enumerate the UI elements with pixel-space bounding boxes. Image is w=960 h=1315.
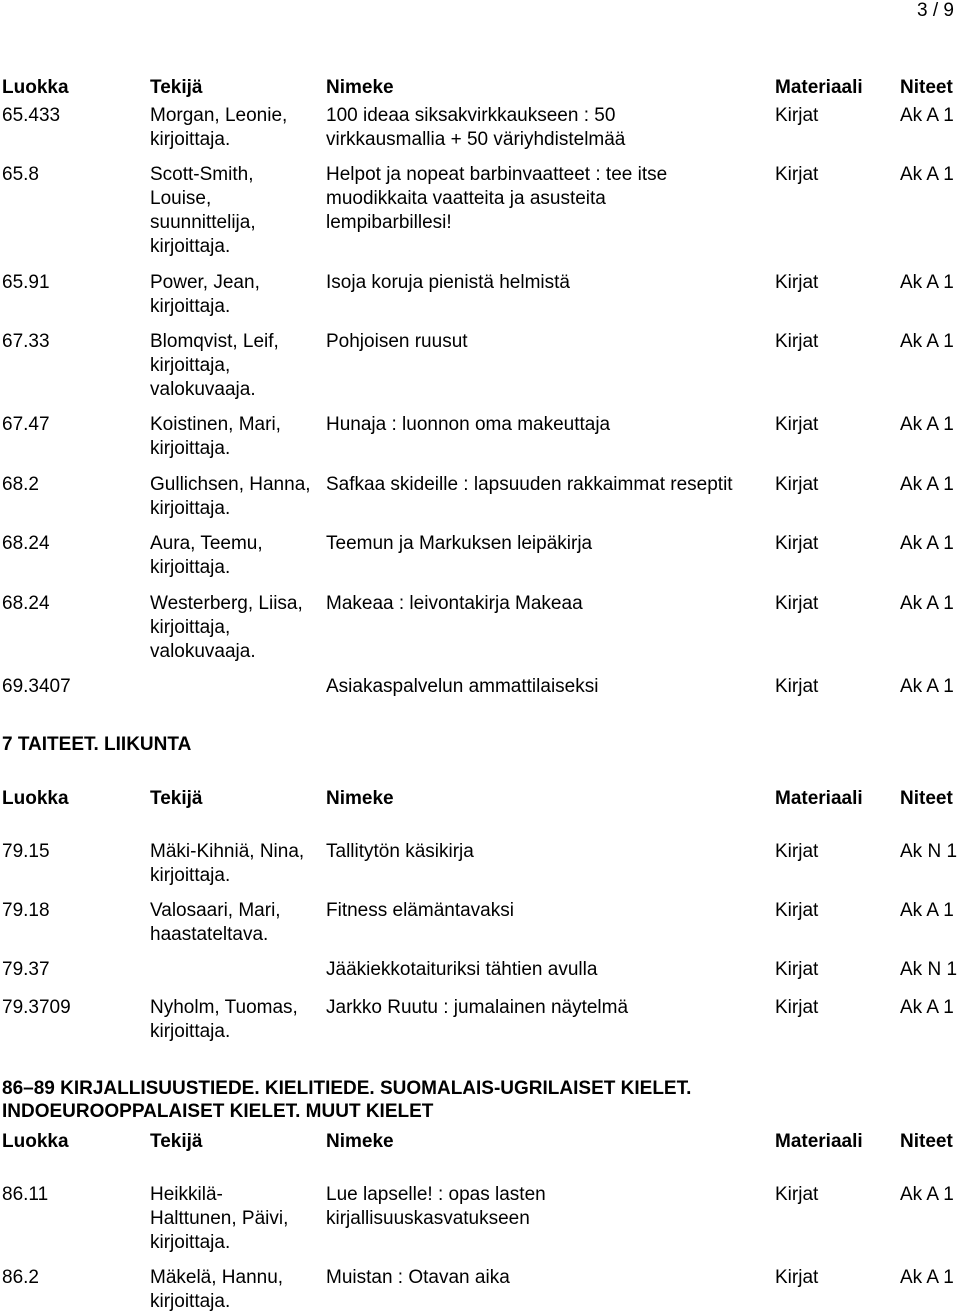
row-niteet: Ak A 1	[900, 414, 954, 435]
row-nimeke: Jarkko Ruutu : jumalainen näytelmä	[326, 997, 629, 1018]
header-materiaali: Materiaali	[775, 1131, 863, 1152]
row-nimeke: Teemun ja Markuksen leipäkirja	[326, 533, 593, 554]
row-materiaali: Kirjat	[775, 676, 819, 697]
row-niteet: Ak A 1	[900, 1184, 954, 1205]
row-nimeke: Jääkiekkotaituriksi tähtien avulla	[326, 959, 598, 980]
row-nimeke: 100 ideaa siksakvirkkaukseen : 50 virkkausmallia + 50 väriyhdistelmää	[326, 105, 626, 150]
row-nimeke: Muistan : Otavan aika	[326, 1267, 510, 1288]
row-niteet: Ak A 1	[900, 593, 954, 614]
row-luokka: 86.2	[2, 1267, 39, 1288]
row-luokka: 79.3709	[2, 997, 71, 1018]
row-luokka: 68.2	[2, 474, 39, 495]
row-luokka: 65.91	[2, 272, 50, 293]
row-tekija: Power, Jean, kirjoittaja.	[150, 272, 260, 317]
header-niteet: Niteet	[900, 77, 953, 98]
row-nimeke: Isoja koruja pienistä helmistä	[326, 272, 570, 293]
row-materiaali: Kirjat	[775, 593, 819, 614]
row-materiaali: Kirjat	[775, 959, 819, 980]
row-materiaali: Kirjat	[775, 900, 819, 921]
row-nimeke: Makeaa : leivontakirja Makeaa	[326, 593, 583, 614]
section-title: 86–89 KIRJALLISUUSTIEDE. KIELITIEDE. SUOMALAIS-UGRILAISET KIELET.	[2, 1078, 692, 1099]
row-materiaali: Kirjat	[775, 997, 819, 1018]
row-luokka: 79.15	[2, 841, 50, 862]
row-materiaali: Kirjat	[775, 105, 819, 126]
row-tekija: Morgan, Leonie, kirjoittaja.	[150, 105, 288, 150]
row-tekija: Aura, Teemu, kirjoittaja.	[150, 533, 263, 578]
header-nimeke: Nimeke	[326, 788, 394, 809]
row-materiaali: Kirjat	[775, 331, 819, 352]
header-nimeke: Nimeke	[326, 1131, 394, 1152]
row-tekija: Mäki-Kihniä, Nina, kirjoittaja.	[150, 841, 305, 886]
row-niteet: Ak A 1	[900, 105, 954, 126]
header-luokka: Luokka	[2, 77, 69, 98]
row-nimeke: Helpot ja nopeat barbinvaatteet : tee itse muodikkaita vaatteita ja asusteita lempibarbillesi!	[326, 164, 668, 233]
row-niteet: Ak A 1	[900, 533, 954, 554]
header-tekija: Tekijä	[150, 788, 203, 809]
row-materiaali: Kirjat	[775, 474, 819, 495]
section-title: INDOEUROOPPALAISET KIELET. MUUT KIELET	[2, 1101, 434, 1122]
row-niteet: Ak A 1	[900, 331, 954, 352]
header-luokka: Luokka	[2, 788, 69, 809]
row-nimeke: Hunaja : luonnon oma makeuttaja	[326, 414, 611, 435]
header-luokka: Luokka	[2, 1131, 69, 1152]
row-niteet: Ak N 1	[900, 959, 958, 980]
row-materiaali: Kirjat	[775, 164, 819, 185]
row-niteet: Ak A 1	[900, 676, 954, 697]
row-materiaali: Kirjat	[775, 414, 819, 435]
row-luokka: 79.37	[2, 959, 50, 980]
header-niteet: Niteet	[900, 788, 953, 809]
row-tekija: Scott-Smith, Louise, suunnittelija, kirjoittaja.	[150, 164, 256, 257]
row-materiaali: Kirjat	[775, 841, 819, 862]
row-niteet: Ak A 1	[900, 164, 954, 185]
row-luokka: 79.18	[2, 900, 50, 921]
row-nimeke: Pohjoisen ruusut	[326, 331, 468, 352]
section-title: 7 TAITEET. LIIKUNTA	[2, 734, 192, 755]
row-nimeke: Tallitytön käsikirja	[326, 841, 474, 862]
row-tekija: Valosaari, Mari, haastateltava.	[150, 900, 281, 945]
row-materiaali: Kirjat	[775, 533, 819, 554]
row-luokka: 86.11	[2, 1184, 49, 1205]
row-materiaali: Kirjat	[775, 1184, 819, 1205]
row-materiaali: Kirjat	[775, 1267, 819, 1288]
row-tekija: Blomqvist, Leif, kirjoittaja, valokuvaaja.	[150, 331, 279, 400]
row-niteet: Ak A 1	[900, 1267, 954, 1288]
header-materiaali: Materiaali	[775, 77, 863, 98]
row-luokka: 67.47	[2, 414, 50, 435]
row-luokka: 68.24	[2, 593, 50, 614]
row-nimeke: Lue lapselle! : opas lasten kirjallisuuskasvatukseen	[326, 1184, 546, 1229]
header-tekija: Tekijä	[150, 77, 203, 98]
row-tekija: Nyholm, Tuomas, kirjoittaja.	[150, 997, 298, 1042]
row-luokka: 67.33	[2, 331, 50, 352]
row-luokka: 69.3407	[2, 676, 71, 697]
header-niteet: Niteet	[900, 1131, 953, 1152]
row-niteet: Ak A 1	[900, 997, 954, 1018]
page-number: 3 / 9	[917, 0, 954, 21]
row-luokka: 65.8	[2, 164, 39, 185]
header-nimeke: Nimeke	[326, 77, 394, 98]
row-niteet: Ak A 1	[900, 900, 954, 921]
row-tekija: Heikkilä-Halttunen, Päivi, kirjoittaja.	[150, 1184, 289, 1253]
row-tekija: Mäkelä, Hannu, kirjoittaja.	[150, 1267, 284, 1312]
row-niteet: Ak N 1	[900, 841, 958, 862]
row-nimeke: Fitness elämäntavaksi	[326, 900, 514, 921]
row-luokka: 68.24	[2, 533, 50, 554]
row-luokka: 65.433	[2, 105, 61, 126]
row-tekija: Westerberg, Liisa, kirjoittaja, valokuvaaja.	[150, 593, 303, 662]
header-materiaali: Materiaali	[775, 788, 863, 809]
row-nimeke: Safkaa skideille : lapsuuden rakkaimmat reseptit	[326, 474, 733, 495]
row-niteet: Ak A 1	[900, 474, 954, 495]
row-materiaali: Kirjat	[775, 272, 819, 293]
row-niteet: Ak A 1	[900, 272, 954, 293]
header-tekija: Tekijä	[150, 1131, 203, 1152]
row-nimeke: Asiakaspalvelun ammattilaiseksi	[326, 676, 599, 697]
row-tekija: Gullichsen, Hanna, kirjoittaja.	[150, 474, 311, 519]
row-tekija: Koistinen, Mari, kirjoittaja.	[150, 414, 281, 459]
